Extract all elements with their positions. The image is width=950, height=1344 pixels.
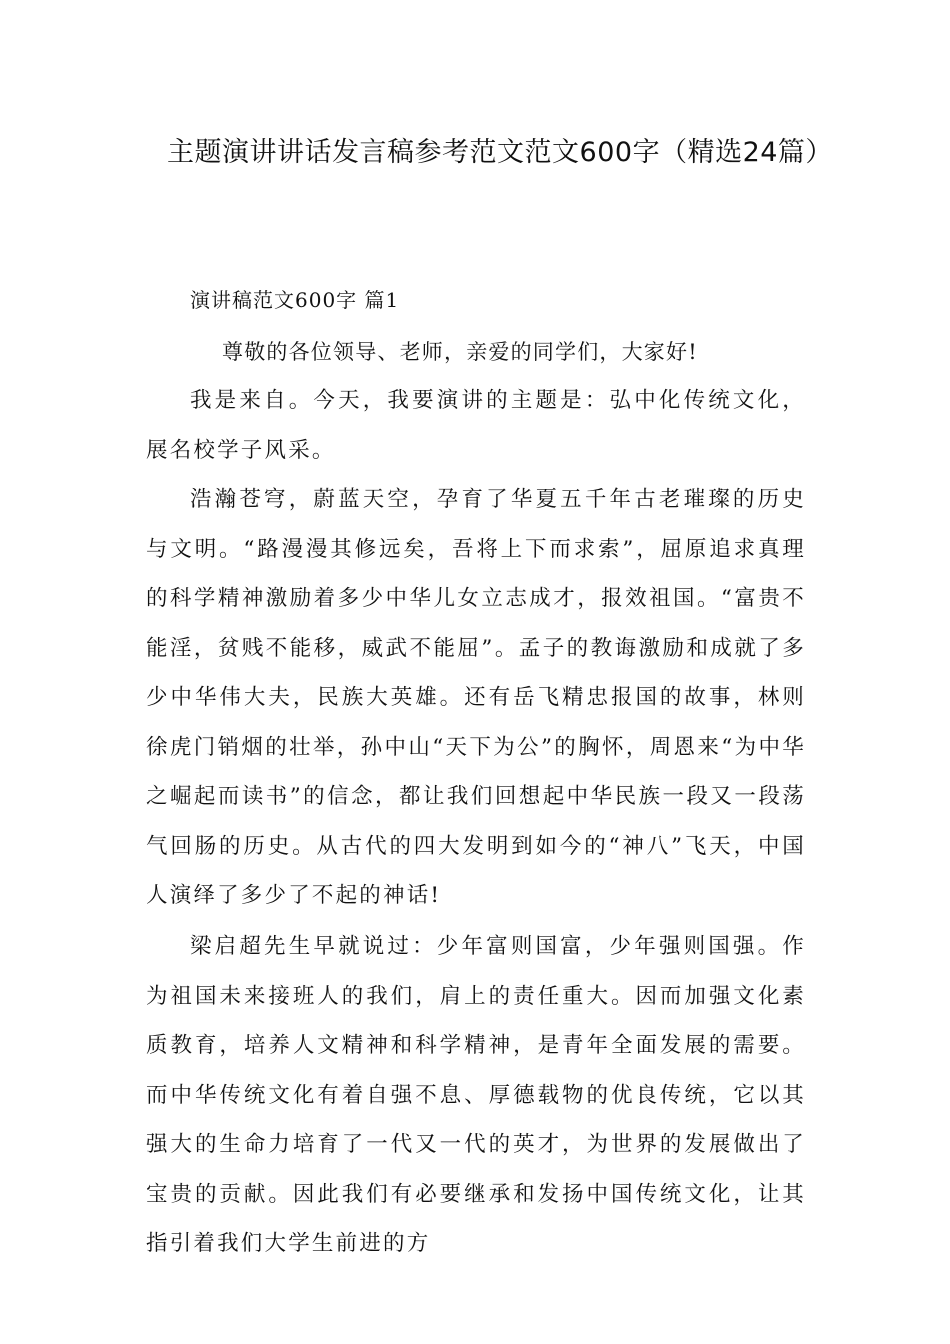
paragraph-1: 我是来自。今天，我要演讲的主题是：弘中化传统文化，展名校学子风采。 xyxy=(146,388,806,463)
greeting-line: 尊敬的各位领导、老师，亲爱的同学们，大家好! xyxy=(222,340,698,364)
paragraph-2: 浩瀚苍穹，蔚蓝天空，孕育了华夏五千年古老璀璨的历史与文明。“路漫漫其修远矣，吾将上下而求索”，屈原追求真理的科学精神激励着多少中华儿女立志成才，报效祖国。“富贵不能淫，贫贱不能移，威武不能屈”。孟子的教诲激励和成就了多少中华伟大夫，民族大英雄。还有岳飞精忠报国的故事，林则徐虎门销烟的壮举，孙中山“天下为公”的胸怀，周恩来“为中华之崛起而读书”的信念，都让我们回想起中华民族一段又一段荡气回肠的历史。从古代的四大发明到如今的“神八”飞天，中国人演绎了多少了不起的神话! xyxy=(146,487,806,908)
section-heading: 演讲稿范文600字 篇1 xyxy=(190,288,400,312)
paragraph-3: 梁启超先生早就说过：少年富则国富，少年强则国强。作为祖国未来接班人的我们，肩上的责任重大。因而加强文化素质教育，培养人文精神和科学精神，是青年全面发展的需要。而中华传统文化有着自强不息、厚德载物的优良传统，它以其强大的生命力培育了一代又一代的英才，为世界的发展做出了宝贵的贡献。因此我们有必要继承和发扬中国传统文化，让其指引着我们大学生前进的方 xyxy=(146,934,806,1256)
document-title: 主题演讲讲话发言稿参考范文范文600字（精选24篇） xyxy=(167,137,833,168)
